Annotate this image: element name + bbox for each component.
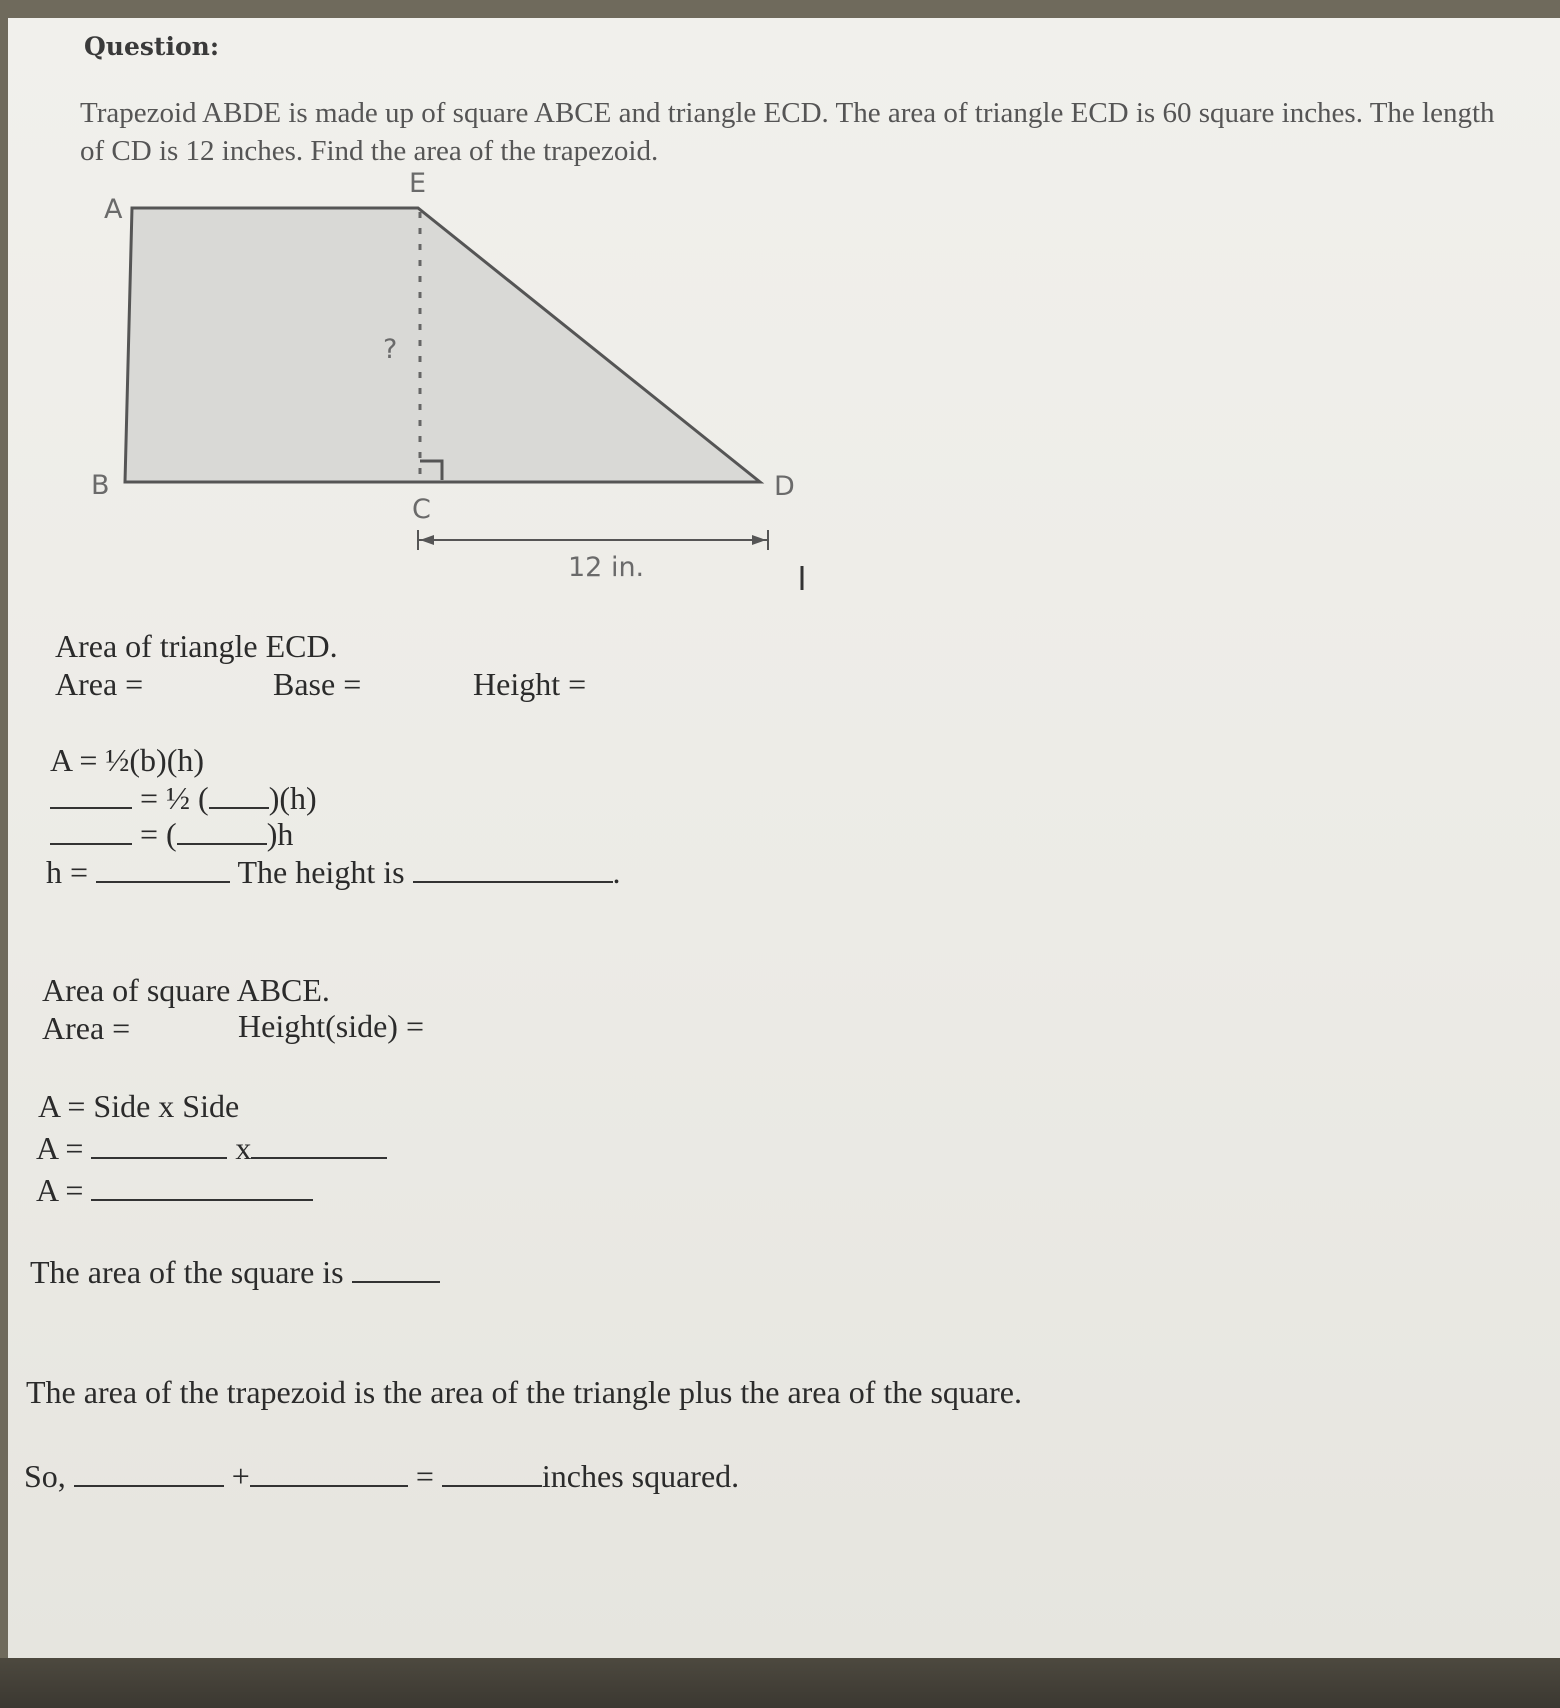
step2-end-text: )h bbox=[266, 816, 294, 852]
answer-blank[interactable] bbox=[250, 1484, 408, 1487]
square-step2 bbox=[36, 1172, 313, 1209]
triangle-section-title: Area of triangle ECD. bbox=[55, 628, 338, 664]
so-label: So, bbox=[24, 1458, 66, 1494]
equals-sign: = bbox=[415, 1458, 434, 1494]
answer-blank[interactable] bbox=[96, 880, 230, 883]
unknown-side-mark: ? bbox=[383, 334, 398, 365]
step1-mid-text: = ½ ( bbox=[140, 780, 209, 816]
dimension-label-cd: 12 in. bbox=[568, 552, 645, 583]
square-step1-label: A = bbox=[36, 1130, 84, 1166]
vertex-label-e: E bbox=[409, 168, 427, 199]
h-label: h = bbox=[46, 854, 89, 890]
square-formula: A = Side x Side bbox=[38, 1088, 240, 1124]
answer-blank[interactable] bbox=[442, 1484, 542, 1487]
triangle-formula: A = ½(b)(h) bbox=[50, 742, 205, 778]
answer-blank[interactable] bbox=[413, 880, 613, 883]
question-text: Trapezoid ABDE is made up of square ABCE and triangle ECD. The area of triangle ECD is 60 square inches. The length of CD is 12 inches. Find the area of the trapezoid. bbox=[80, 97, 1495, 167]
square-step1 bbox=[36, 1130, 387, 1167]
plus-sign: + bbox=[231, 1458, 250, 1494]
triangle-base-label: Base = bbox=[273, 666, 362, 702]
answer-blank[interactable] bbox=[50, 842, 132, 845]
square-section-title: Area of square ABCE. bbox=[42, 972, 330, 1008]
answer-blank[interactable] bbox=[74, 1484, 224, 1487]
unit-label: inches squared. bbox=[541, 1458, 740, 1494]
arrowhead-left bbox=[420, 535, 434, 545]
worksheet-page bbox=[8, 18, 1560, 1658]
answer-blank[interactable] bbox=[91, 1156, 227, 1159]
conclusion-sentence: The area of the trapezoid is the area of the triangle plus the area of the square. bbox=[26, 1374, 1022, 1410]
height-sentence: The height is bbox=[237, 854, 405, 890]
vertex-label-b: B bbox=[91, 470, 110, 501]
triangle-step1 bbox=[50, 780, 317, 817]
answer-blank[interactable] bbox=[251, 1156, 387, 1159]
question-heading: Question: bbox=[84, 32, 220, 61]
times-sign: x bbox=[235, 1130, 252, 1166]
answer-blank[interactable] bbox=[91, 1198, 313, 1201]
triangle-step2 bbox=[50, 816, 293, 853]
square-area-label: Area = bbox=[42, 1010, 131, 1046]
trapezoid-figure bbox=[8, 18, 1560, 658]
final-equation bbox=[24, 1458, 739, 1495]
background-edge bbox=[0, 1658, 1560, 1708]
triangle-height-result bbox=[46, 854, 621, 891]
vertex-label-c: C bbox=[412, 494, 431, 525]
square-result bbox=[30, 1254, 440, 1291]
square-step2-label: A = bbox=[36, 1172, 84, 1208]
answer-blank[interactable] bbox=[177, 842, 267, 845]
period: . bbox=[612, 854, 621, 890]
step2-mid-text: = ( bbox=[140, 816, 177, 852]
square-side-label: Height(side) = bbox=[238, 1008, 424, 1044]
answer-blank[interactable] bbox=[352, 1280, 440, 1283]
trapezoid-shape bbox=[125, 208, 760, 482]
square-result-sentence: The area of the square is bbox=[30, 1254, 344, 1290]
step1-end-text: )(h) bbox=[268, 780, 317, 816]
answer-blank[interactable] bbox=[209, 806, 269, 809]
vertex-label-a: A bbox=[104, 194, 123, 225]
answer-blank[interactable] bbox=[50, 806, 132, 809]
arrowhead-right bbox=[752, 535, 766, 545]
triangle-area-label: Area = bbox=[55, 666, 144, 702]
vertex-label-d: D bbox=[774, 471, 795, 502]
triangle-height-label: Height = bbox=[473, 666, 587, 702]
